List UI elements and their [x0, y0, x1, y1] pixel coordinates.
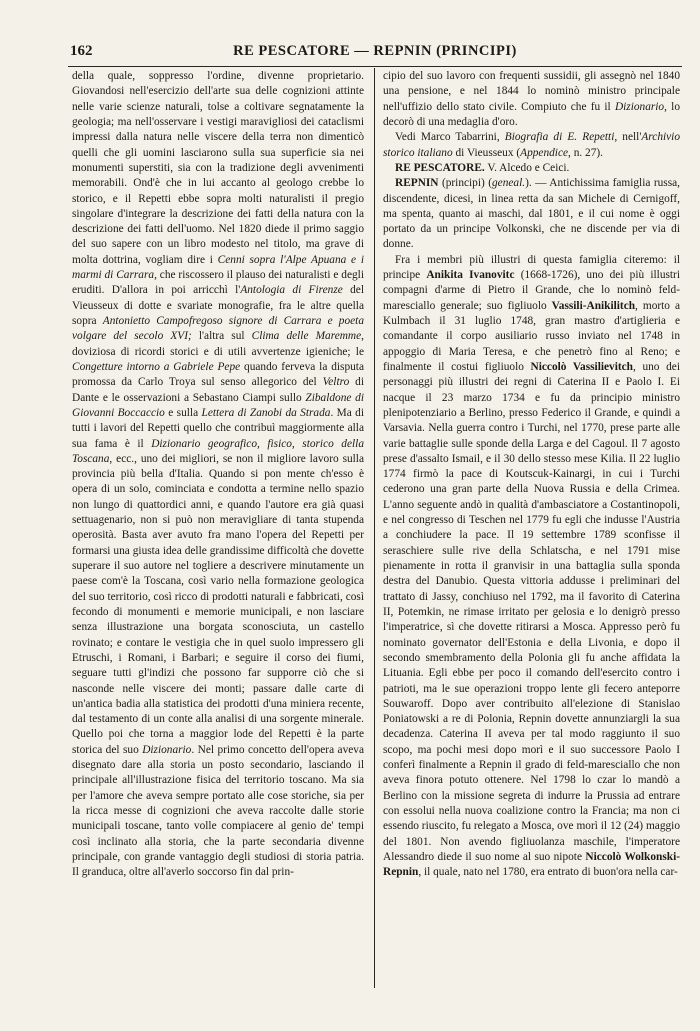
- italic-title: Congetture intorno a Gabriele Pepe: [72, 360, 241, 373]
- text-run: , che riscossero il plauso dei naturalisti e degli eruditi. D'allora in poi arricchì l': [72, 269, 364, 297]
- text-run: , il quale, nato nel 1780, era entrato di buon'ora nella car-: [418, 866, 678, 879]
- entry-headword: REPNIN: [395, 177, 439, 190]
- running-title: RE PESCATORE — REPNIN (PRINCIPI): [233, 43, 517, 59]
- page-header: [70, 43, 680, 65]
- header-rule: [68, 66, 682, 67]
- text-run: l'altra sul: [191, 330, 252, 343]
- text-run: (1668-1726), uno dei più illustri compagni d'arme di Pietro il Grande, che lo nominò feld-maresciallo generale; suo figliuolo: [383, 269, 680, 312]
- text-run: di Dante e le osservazioni a Sebastano Ciampi sullo: [72, 376, 364, 404]
- italic-title: Zibaldone di Giovanni Boccaccio: [72, 391, 364, 419]
- text-run: , n. 27).: [568, 146, 603, 159]
- person-name: Anikita Ivanovitc: [426, 269, 515, 282]
- italic-title: Archivio storico italiano: [383, 131, 680, 159]
- right-column: [383, 69, 680, 881]
- italic-title: Veltro: [322, 376, 350, 389]
- italic-title: Clima delle Maremme: [251, 330, 362, 343]
- paragraph: [383, 69, 680, 130]
- left-column: [72, 69, 364, 881]
- italic-title: Appendice: [520, 146, 569, 159]
- paragraph: [72, 69, 364, 881]
- text-run: e sulla: [164, 406, 202, 419]
- text-run: . Nel primo concetto dell'opera aveva disegnato dare alla storia un posto secondario, lasciando il principale all'illustrazione fisica del territorio toscano. Ma sia per l'amore che aveva sempre portato alle cose storiche, sia per la ricca messe di cognizioni che aveva raccolte dalle storie municipali toscane, tanto volle compiacere al genio de' tempi così inclinato alla storia, che la parte secondaria divenne principale, con grande vantaggio degli studiosi di storia patria. Il granduca, oltre all'averlo soccorso fin dal prin-: [72, 743, 364, 879]
- text-run: quando ferveva la disputa promossa da Carlo Troya sul senso allegorico del: [72, 360, 364, 389]
- person-name: Niccolò Wolkonski-Repnin: [383, 850, 680, 879]
- entry-repnin: [383, 176, 680, 253]
- text-run: , doviziosa di ricordi storici e di utili avvertenze igieniche; le: [72, 330, 364, 358]
- page-number: 162: [70, 43, 93, 59]
- italic-title: Biografia di E. Repetti,: [504, 131, 618, 144]
- text-run: della quale, soppresso l'ordine, divenne proprietario. Giovandosi nell'esercizio dell'arte sua delle cognizioni attinte nelle varie scienze naturali, tolse a coltivare segnatamente la geologia; ma nell'osservare i vestigi maravigliosi dei cataclismi impressi dalla natura nelle viscere della terra non dimenticò quelli che gli uomini lasciarono sulla sua superficie sia nei monumenti superstiti, sia con la tradizione degli avvenimenti memorabili. Ond'è che in lui accanto al geologo crebbe lo storico, e il Repetti ebbe sopra molti naturalisti il pregio singolare d'integrare la descrizione dei fatti della natura con la descrizione dei fatti dell'uomo. Nel 1820 diede il primo saggio del suo sapere con un libro modesto nel titolo, ma grave di molta dottrina, vogliam dire i: [72, 70, 364, 266]
- entry-headword: RE PESCATORE.: [395, 161, 485, 174]
- cross-reference: V. Alcedo e Ceici.: [484, 161, 570, 174]
- text-run: , ecc., uno dei migliori, se non il migliore lavoro sulla provincia più bella d'Italia. Quando si pon mente ch'esso è opera di un solo, cominciata e condotta a termine nello spazio non lungo di quattordici anni, e quando l'autore era già quasi settuagenario, non si può non meravigliare di tanta stupenda operosità. Basta aver avuto fra mano l'opera del Repetti per formarsi una giusta idea delle grandissime difficoltà che dovette superare il suo autore nel togliere a descrivere minutamente un paese com'è la Toscana, così vario nella formazione geologica del suo territorio, così ricco di prodotti naturali e fabbricati, così fecondo di monumenti e memorie municipali, e non lasciare senza illustrazione una borgata sconosciuta, un castello rovinato; e contare le vestigia che in quel suolo impressero gli Etruschi, i Romani, i Barbari; e seguire il corso dei fiumi, seguare tutti gl'indizi che possono far supporre ciò che si nasconde nelle viscere dei monti; passare dalle carte di un'antica badia alla statistica dei prodotti d'una miniera recente, dal testamento di un conte alla analisi di una sorgente minerale. Quello poi che torna a maggior lode del Repetti è la parte storica del suo: [72, 452, 364, 756]
- column-divider: [374, 68, 375, 988]
- person-name: Niccolò Vassilievitch: [530, 360, 633, 373]
- text-run: . Ma di tutti i lavori del Repetti quello che contribuì maggiormente alla sua fama è il: [72, 406, 365, 450]
- text-run: nell': [617, 131, 642, 144]
- text-run: Fra i membri più illustri di questa famiglia citeremo: il principe: [383, 253, 680, 282]
- italic-title: Antologia di Firenze: [240, 284, 343, 297]
- italic-title: Dizionario geografico, fisico, storico della Toscana: [72, 437, 364, 465]
- entry-category: geneal.: [492, 177, 526, 190]
- text-run: , lo decorò di una medaglia d'oro.: [383, 100, 680, 128]
- text-run: ). — Antichissima famiglia russa, discendente, dicesi, in linea retta da san Michele di Cernigoff, ma spenta, quanto ai maschi, dal 1801, e il cui nome è oggi portato da un principe Volkonski, che ne discende per via di donne.: [383, 177, 680, 251]
- bibliography-paragraph: [383, 130, 680, 161]
- italic-title: Antonietto Campofregoso signore di Carrara e poeta volgare del secolo XVI;: [72, 315, 364, 343]
- text-run: cipio del suo lavoro con frequenti sussidii, gli assegnò nel 1840 una pensione, e nel 1844 lo nominò ministro principale nell'uffizio dello stato civile. Compiuto che fu il: [383, 70, 680, 113]
- italic-title: Cenni sopra l'Alpe Apuana e i marmi di Carrara: [72, 253, 364, 282]
- italic-title: Dizionario: [614, 100, 665, 113]
- paragraph: [383, 253, 680, 881]
- text-run: , uno dei personaggi più illustri dei regni di Caterina II e Paolo I. Ei nacque il 23 marzo 1734 e fu da principio ministro plenipotenziario a Berlino, presso Federico il Grande, e quindi a Varsavia. Nella guerra contro i Turchi, nel 1770, prese parte alle varie battaglie sulle sponde della Larga e del Cagoul. Il 7 agosto prese d'assalto Ismail, e il 30 dello stesso mese Kilia. Il 22 luglio 1774 firmò la pace di Koutscuk-Kainargi, in cui i Turchi cederono una gran parte della Nuova Russia e della Crimea. L'anno seguente andò in qualità d'ambasciatore a Costantinopoli, e nel congresso di Teschen nel 1779 fu egli che indusse l'Austria a conchiudere la pace. Il 19 settembre 1789 sconfisse il seraschiere sulle rive della Schlatscha, e nel 1791 mise pienamente in rotta il granvisir in una battaglia sulla sponda destra del Danubio. Questa vittoria addusse i preliminari del trattato di Jassy, conchiuso nel 1792, ma il favorito di Caterina II, Potemkin, ne rimase irritato per gelosia e lo denigrò presso l'imperatrice, sì che dovette ritirarsi a Mosca. Appresso però fu nominato governator dell'Estonia e della Livonia, e dopo il secondo smembramento della Polonia gli fu anche affidata la Lituania. Egli ebbe per poco il comando dell'esercito contro i patrioti, ma le sue operazioni troppo lente gli fecero anteporre Souwaroff. Dopo aver contribuito all'elezione di Stanislao Poniatowski a re di Polonia, Repnin dovette annunziargli la sua decadenza. Caterina II aveva per tal modo raggiunto il suo scopo, ma pochi mesi dopo morì e il suo successore Paolo I conferì finalmente a Repnin il grado di feld-maresciallo che non aveva finora potuto ottenere. Nel 1798 lo czar lo mandò a Berlino con la missione segreta di indurre la Prussia ad entrare con essolui nella nuova coalizione contro la Francia; ma non ci essendo riuscito, fu relegato a Mosca, ove morì il 12 (24) maggio del 1801. Non avendo figliuolanza maschile, l'imperatore Alessandro diede il suo nome al suo nipote: [383, 360, 680, 863]
- person-name: Vassili-Anikilitch: [551, 299, 636, 312]
- text-run: , morto a Kulmbach il 31 luglio 1748, gran mastro d'artiglieria e comandante il corpo ausiliario russo inviato nel 1748 in appoggio di Maria Teresa, e che penetrò fino al Reno; e finalmente il costui figliuolo: [383, 299, 680, 373]
- text-run: di Vieusseux (: [452, 146, 521, 159]
- text-run: del Vieusseux di dotte e svariate monografie, fra le altre quella sopra: [72, 284, 364, 327]
- text-run: (principi) (: [438, 177, 492, 190]
- italic-title: Dizionario: [142, 743, 192, 756]
- entry-re-pescatore: [383, 161, 680, 176]
- italic-title: Lettera di Zanobi da Strada: [201, 406, 331, 419]
- text-run: Vedi Marco Tabarrini,: [395, 131, 505, 144]
